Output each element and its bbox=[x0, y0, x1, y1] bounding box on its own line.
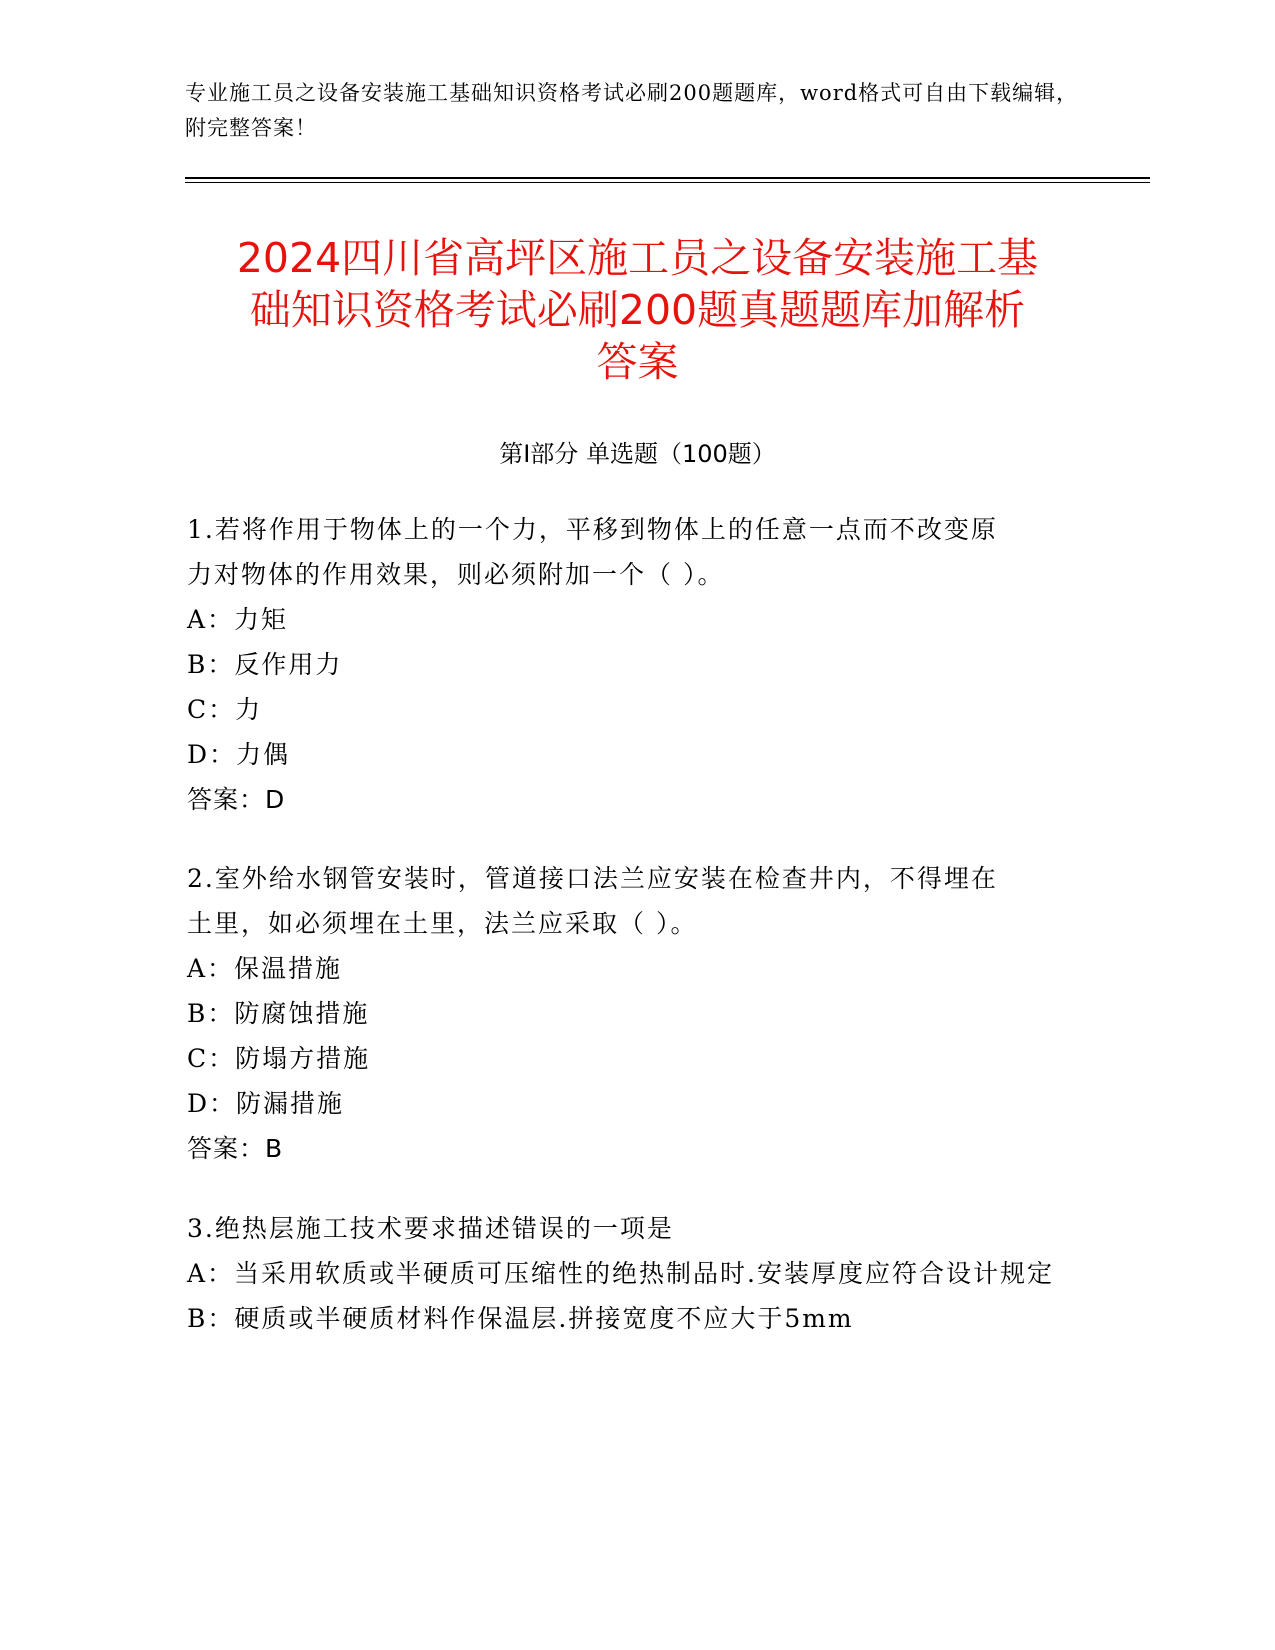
question-stem-line: 土里，如必须埋在土里，法兰应采取（ ）。 bbox=[187, 909, 698, 938]
header-divider-thin bbox=[185, 182, 1150, 183]
option-c: C：防塌方措施 bbox=[187, 1044, 371, 1073]
option-b: B：硬质或半硬质材料作保温层.拼接宽度不应大于5mm bbox=[187, 1304, 854, 1333]
question-stem-line: 2.室外给水钢管安装时，管道接口法兰应安装在检查井内，不得埋在 bbox=[187, 864, 998, 893]
answer-line: 答案：D bbox=[187, 785, 286, 814]
answer-line: 答案：B bbox=[187, 1134, 284, 1163]
question-3 bbox=[187, 1206, 1067, 1341]
option-b: B：防腐蚀措施 bbox=[187, 999, 370, 1028]
option-a: A：当采用软质或半硬质可压缩性的绝热制品时.安装厚度应符合设计规定 bbox=[187, 1259, 1055, 1288]
option-c: C：力 bbox=[187, 695, 263, 724]
title-line: 础知识资格考试必刷200题真题题库加解析 bbox=[249, 286, 1026, 334]
option-b: B：反作用力 bbox=[187, 650, 343, 679]
header-divider-thick bbox=[185, 177, 1150, 179]
question-2 bbox=[187, 856, 1067, 1171]
question-1 bbox=[187, 507, 1067, 822]
header-note: 专业施工员之设备安装施工基础知识资格考试必刷200题题库，word格式可自由下载编辑，附完整答案！ bbox=[185, 81, 1079, 140]
option-d: D：防漏措施 bbox=[187, 1089, 345, 1118]
option-a: A：力矩 bbox=[187, 605, 289, 634]
title-line: 2024四川省高坪区施工员之设备安装施工基 bbox=[236, 234, 1039, 282]
question-stem-line: 3.绝热层施工技术要求描述错误的一项是 bbox=[187, 1214, 674, 1243]
title-line: 答案 bbox=[596, 338, 679, 386]
question-stem-line: 力对物体的作用效果，则必须附加一个（ ）。 bbox=[187, 560, 725, 589]
option-a: A：保温措施 bbox=[187, 954, 343, 983]
option-d: D：力偶 bbox=[187, 740, 291, 769]
question-stem-line: 1.若将作用于物体上的一个力，平移到物体上的任意一点而不改变原 bbox=[187, 515, 998, 544]
document-title bbox=[175, 232, 1100, 388]
section-title: 第Ⅰ部分 单选题（100题） bbox=[499, 440, 776, 468]
